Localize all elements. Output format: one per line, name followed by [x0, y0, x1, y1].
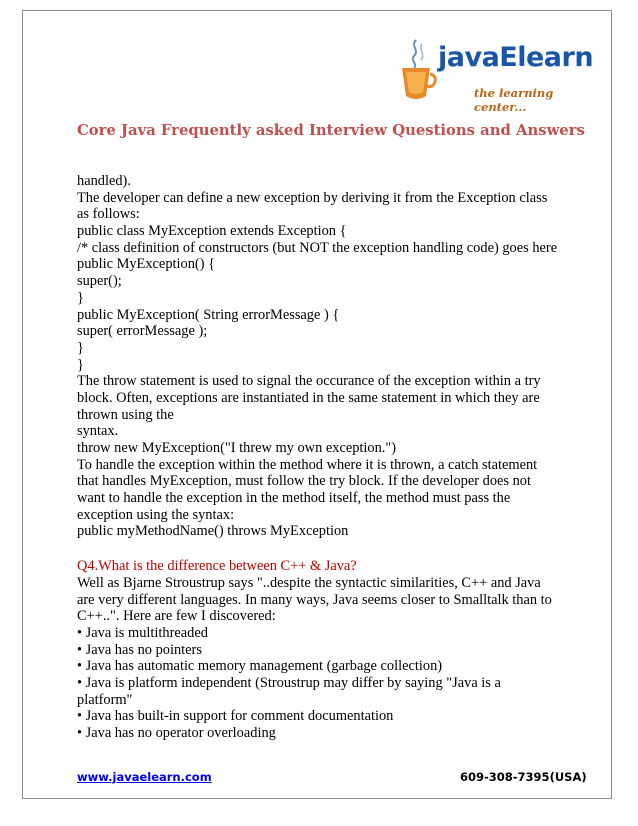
paragraph-gap: [77, 540, 587, 558]
bullet-item: • Java is multithreaded: [77, 624, 208, 641]
bullet-item: • Java has automatic memory management (garbage collection): [77, 658, 443, 675]
code-line: public MyException() {: [77, 256, 215, 273]
code-line: /* class definition of constructors (but NOT the exception handling code) goes here: [77, 239, 558, 256]
bullet-item: • Java is platform independent (Stroustrup may differ by saying "Java is a: [77, 674, 501, 691]
text-line: as follows:: [77, 206, 140, 223]
code-line: public MyException( String errorMessage ) {: [77, 306, 340, 323]
page-title: Core Java Frequently asked Interview Questions and Answers: [77, 122, 585, 139]
javaelearn-logo: [396, 38, 594, 114]
document-body: [77, 173, 587, 742]
bullet-item: platform": [77, 691, 133, 708]
code-line: throw new MyException("I threw my own exception."): [77, 440, 397, 456]
code-line: }: [77, 339, 84, 356]
logo-tagline: the learning center...: [474, 86, 554, 114]
text-line: block. Often, exceptions are instantiated in the same statement in which they are: [77, 389, 540, 406]
text-line: To handle the exception within the method where it is thrown, a catch statement: [77, 456, 538, 473]
text-line: Well as Bjarne Stroustrup says "..despite the syntactic similarities, C++ and Java: [77, 574, 541, 591]
body-block-2: [77, 575, 587, 742]
code-line: super( errorMessage );: [77, 323, 208, 340]
text-line: want to handle the exception in the method itself, the method must pass the: [77, 490, 511, 507]
text-line: are very different languages. In many ways, Java seems closer to Smalltalk than to: [77, 591, 552, 608]
coffee-cup-icon: [396, 38, 440, 102]
code-line: public class MyException extends Exception {: [77, 223, 347, 240]
text-line: The developer can define a new exception by deriving it from the Exception class: [77, 189, 548, 206]
footer-website-link[interactable]: www.javaelearn.com: [77, 770, 212, 784]
bullet-item: • Java has no operator overloading: [77, 725, 276, 741]
text-line: The throw statement is used to signal the occurance of the exception within a try: [77, 373, 541, 390]
question-heading: Q4.What is the difference between C++ & Java?: [77, 558, 357, 575]
bullet-item: • Java has built-in support for comment documentation: [77, 708, 394, 725]
text-line: that handles MyException, must follow the try block. If the developer does not: [77, 473, 532, 490]
bullet-item: • Java has no pointers: [77, 641, 202, 658]
logo-text: javaElearn: [438, 42, 594, 73]
code-line: }: [77, 356, 84, 373]
code-line: super();: [77, 273, 122, 290]
text-line: exception using the syntax:: [77, 506, 235, 523]
footer-phone: 609-308-7395(USA): [460, 770, 587, 784]
text-line: syntax.: [77, 423, 119, 440]
body-block-1: [77, 173, 587, 540]
text-line: handled).: [77, 173, 131, 189]
code-line: public myMethodName() throws MyException: [77, 523, 349, 540]
text-line: C++..". Here are few I discovered:: [77, 608, 276, 625]
text-line: thrown using the: [77, 406, 174, 423]
code-line: }: [77, 289, 84, 306]
